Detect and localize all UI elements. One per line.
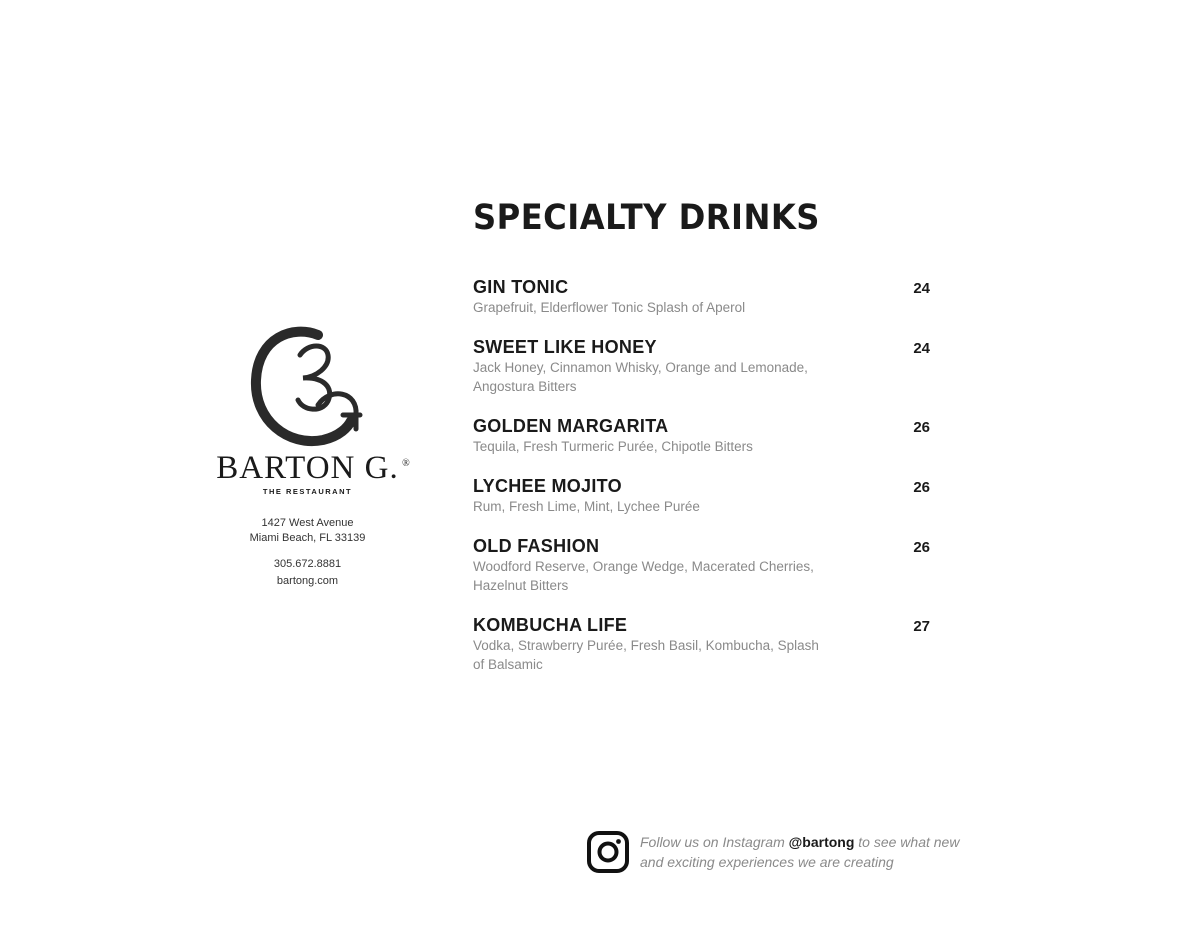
item-description: Vodka, Strawberry Purée, Fresh Basil, Kombucha, Splash of Balsamic — [473, 638, 819, 672]
website-link[interactable]: bartong.com — [276, 575, 339, 587]
instagram-text-line2: and exciting experiences we are creating — [640, 854, 894, 870]
menu-items — [473, 276, 933, 693]
brand-name: BARTON G. ® — [216, 451, 398, 485]
bg-monogram-logo — [248, 325, 368, 447]
item-description: Tequila, Fresh Turmeric Purée, Chipotle Bitters — [473, 439, 753, 454]
menu-item — [473, 475, 933, 516]
item-name: KOMBUCHA LIFE — [473, 615, 628, 635]
menu-item — [473, 535, 933, 595]
item-description: Woodford Reserve, Orange Wedge, Macerated Cherries, Hazelnut Bitters — [473, 559, 814, 593]
item-price: 26 — [913, 539, 930, 556]
brand-subtitle: THE RESTAURANT — [262, 487, 353, 496]
menu-item — [473, 614, 933, 674]
address — [205, 516, 410, 546]
item-price: 27 — [913, 618, 930, 635]
phone[interactable]: 305.672.8881 — [273, 558, 342, 570]
item-description: Grapefruit, Elderflower Tonic Splash of Aperol — [473, 300, 746, 315]
address-line1: 1427 West Avenue — [261, 517, 354, 529]
brand-block — [205, 325, 410, 590]
item-name: OLD FASHION — [473, 536, 600, 556]
contact — [205, 556, 410, 590]
menu-item — [473, 276, 933, 317]
item-price: 24 — [913, 340, 930, 357]
instagram-handle-link[interactable]: @bartong — [788, 834, 855, 850]
item-price: 24 — [913, 280, 930, 297]
item-description: Jack Honey, Cinnamon Whisky, Orange and Lemonade, Angostura Bitters — [473, 360, 808, 394]
instagram-text — [640, 832, 959, 872]
instagram-text-before: Follow us on Instagram — [640, 834, 789, 850]
instagram-promo — [587, 831, 959, 873]
item-name: LYCHEE MOJITO — [473, 476, 622, 496]
item-name: GOLDEN MARGARITA — [473, 416, 669, 436]
item-price: 26 — [913, 419, 930, 436]
address-line2: Miami Beach, FL 33139 — [249, 532, 366, 544]
menu-item — [473, 336, 933, 396]
instagram-text-after: to see what new — [854, 834, 960, 850]
item-description: Rum, Fresh Lime, Mint, Lychee Purée — [473, 499, 700, 514]
item-name: GIN TONIC — [473, 277, 569, 297]
instagram-icon[interactable] — [587, 831, 629, 873]
item-name: SWEET LIKE HONEY — [473, 337, 657, 357]
menu-item — [473, 415, 933, 456]
item-price: 26 — [913, 479, 930, 496]
menu-title: SPECIALTY DRINKS — [473, 198, 820, 238]
registered-mark: ® — [402, 458, 411, 469]
